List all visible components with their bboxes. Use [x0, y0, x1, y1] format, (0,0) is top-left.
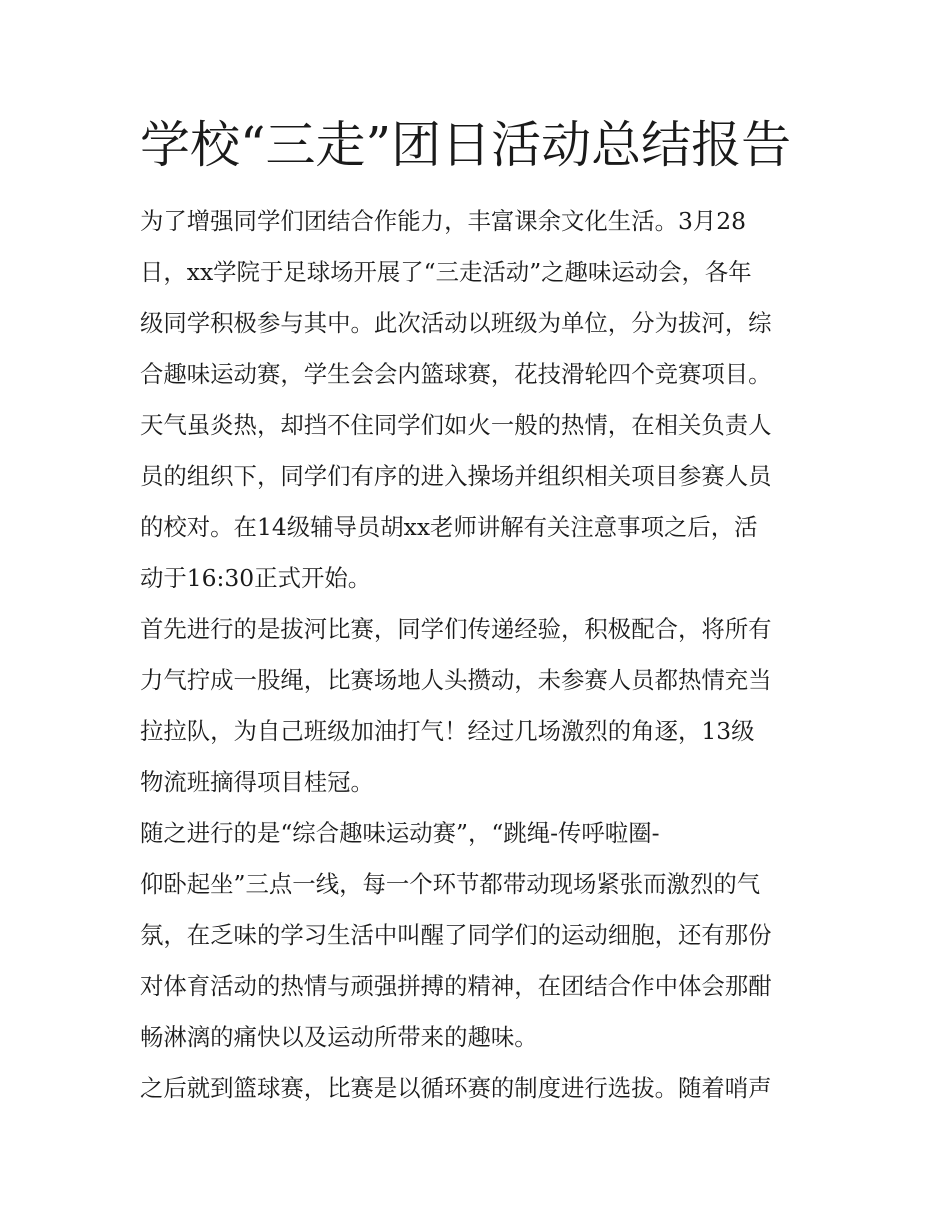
text-line: 合趣味运动赛，学生会会内篮球赛，花技滑轮四个竞赛项目。: [140, 360, 772, 388]
paragraph-opening: [140, 196, 820, 604]
text-line: 仰卧起坐”三点一线，每一个环节都带动现场紧张而激烈的气: [140, 870, 761, 898]
text-line: 为了增强同学们团结合作能力，丰富课余文化生活。3月28: [140, 207, 747, 235]
text-line: 对体育活动的热情与顽强拼搏的精神，在团结合作中体会那酣: [140, 972, 772, 1000]
text-line: 天气虽炎热，却挡不住同学们如火一般的热情，在相关负责人: [140, 411, 772, 439]
page-title: 学校“三走”团日活动总结报告: [140, 116, 792, 174]
paragraph-fun-games: [140, 808, 820, 1063]
text-line: 日，xx学院于足球场开展了“三走活动”之趣味运动会，各年: [140, 258, 752, 286]
text-line: 之后就到篮球赛，比赛是以循环赛的制度进行选拔。随着哨声: [140, 1074, 772, 1102]
text-line: 的校对。在14级辅导员胡xx老师讲解有关注意事项之后，活: [140, 513, 758, 541]
text-line: 随之进行的是“综合趣味运动赛”，“跳绳-传呼啦圈-: [140, 819, 660, 847]
text-line: 首先进行的是拔河比赛，同学们传递经验，积极配合，将所有: [140, 615, 772, 643]
text-line: 级同学积极参与其中。此次活动以班级为单位，分为拔河，综: [140, 309, 772, 337]
text-line: 动于16:30正式开始。: [140, 564, 372, 592]
document-body: [140, 196, 820, 1114]
text-line: 氛，在乏味的学习生活中叫醒了同学们的运动细胞，还有那份: [140, 921, 772, 949]
text-line: 拉拉队，为自己班级加油打气！经过几场激烈的角逐，13级: [140, 717, 755, 745]
paragraph-tug-of-war: [140, 604, 820, 808]
text-line: 员的组织下，同学们有序的进入操场并组织相关项目参赛人员: [140, 462, 772, 490]
text-line: 畅淋漓的痛快以及运动所带来的趣味。: [140, 1023, 538, 1051]
text-line: 物流班摘得项目桂冠。: [140, 768, 374, 796]
paragraph-basketball: [140, 1063, 820, 1114]
text-line: 力气拧成一股绳，比赛场地人头攒动，未参赛人员都热情充当: [140, 666, 772, 694]
